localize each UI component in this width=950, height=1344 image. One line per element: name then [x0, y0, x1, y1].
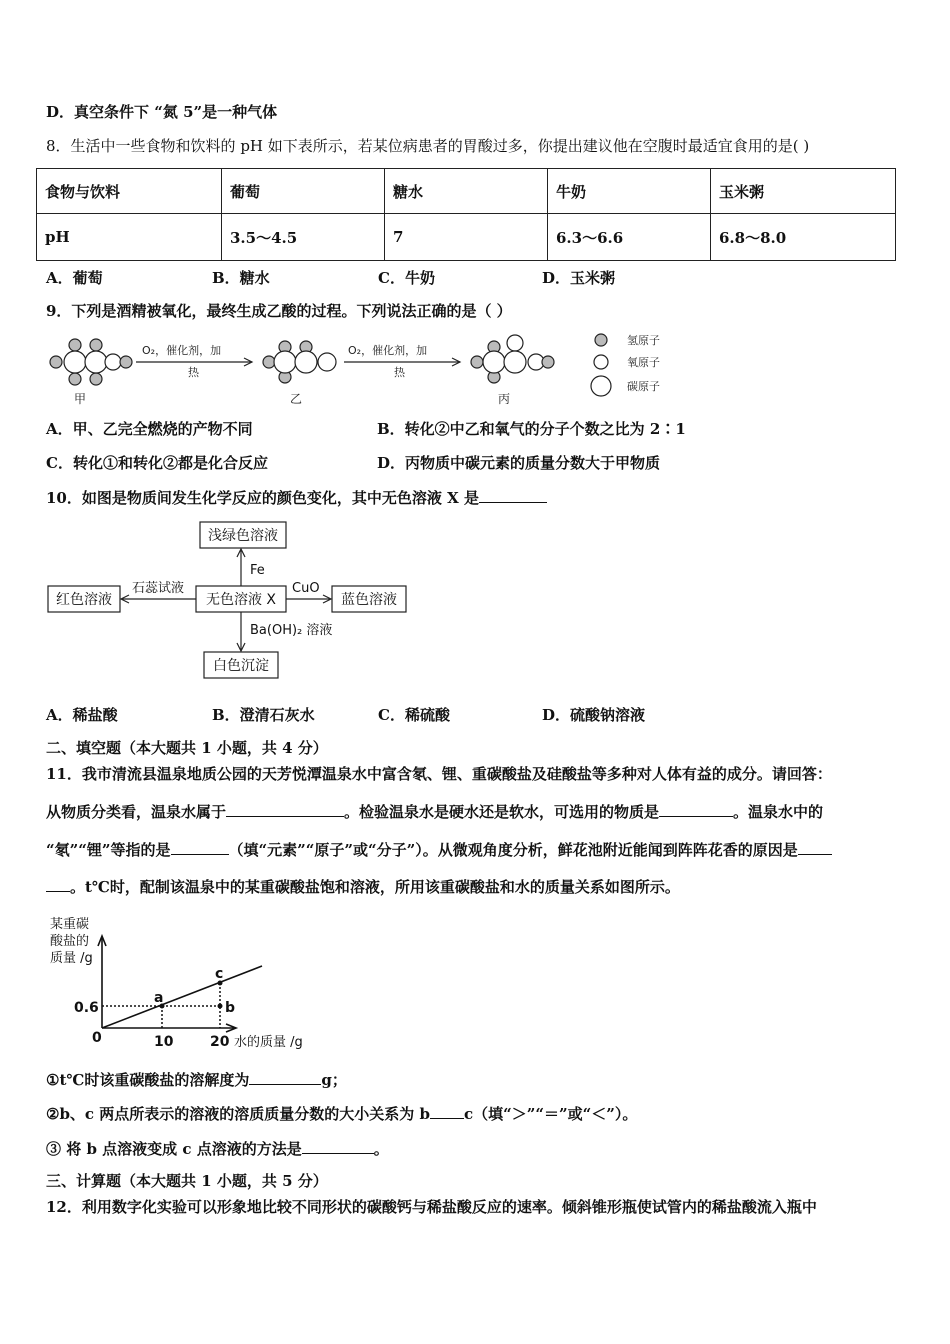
q11-text: 。 [373, 1140, 389, 1158]
q11-text: 。t℃时，配制该温泉中的某重碳酸盐饱和溶液，所用该重碳酸盐和水的质量关系如图所示。 [70, 878, 680, 896]
q10-option-d: D．硫酸钠溶液 [542, 706, 646, 724]
arrow1-label-2: 热 [188, 366, 199, 379]
q10-stem-text: 10．如图是物质间发生化学反应的颜色变化，其中无色溶液 X 是 [46, 489, 479, 507]
q10-option-a: A．稀盐酸 [46, 706, 118, 724]
q11-text: c（填“＞”“＝”或“＜”）。 [464, 1105, 638, 1123]
answer-blank[interactable] [430, 1103, 464, 1119]
table-cell: 6.3～6.6 [548, 214, 711, 261]
left-box-label: 红色溶液 [56, 592, 112, 608]
x-tick-label: 20 [210, 1034, 230, 1050]
arrow1-label-1: O₂，催化剂，加 [142, 344, 222, 357]
q8-option-b: B．糖水 [212, 269, 270, 287]
legend-carbon-icon [591, 376, 611, 396]
mass-line [102, 966, 262, 1028]
table-cell: 食物与饮料 [37, 169, 222, 214]
fe-label: Fe [250, 563, 265, 578]
y-axis-label: 某重碳 [50, 917, 90, 932]
table-cell: 3.5～4.5 [222, 214, 385, 261]
table-cell: 葡萄 [222, 169, 385, 214]
q8-option-c: C．牛奶 [378, 269, 435, 287]
answer-blank[interactable] [798, 839, 832, 855]
answer-blank[interactable] [302, 1138, 374, 1154]
q11-line-3 [46, 839, 832, 860]
legend-oxygen-icon [594, 355, 608, 369]
section-heading: 三、计算题（本大题共 1 小题，共 5 分） [46, 1172, 328, 1190]
q10-option-c: C．稀硫酸 [378, 706, 450, 724]
q11-text: 。温泉水中的 [733, 803, 824, 821]
legend-label: 氢原子 [627, 334, 660, 347]
baoh-label: Ba(OH)₂ 溶液 [250, 623, 333, 638]
molecule-label: 甲 [74, 392, 87, 406]
color-change-diagram [44, 518, 414, 682]
q8-option-a: A．葡萄 [46, 269, 103, 287]
q7-option-d: D．真空条件下 “氮 5”是一种气体 [46, 103, 278, 121]
y-tick-label: 0.6 [74, 1000, 99, 1016]
point-b-label: b [225, 1000, 236, 1016]
q11-line-2 [46, 801, 823, 822]
q8-option-d: D．玉米粥 [542, 269, 616, 287]
q9-option-b: B．转化②中乙和氧气的分子个数之比为 2∶1 [377, 420, 686, 438]
molecule-label: 乙 [290, 392, 303, 406]
table-header-row [37, 169, 896, 214]
table-cell: 牛奶 [548, 169, 711, 214]
arrow2-label-1: O₂，催化剂，加 [348, 344, 428, 357]
q11-sub-1 [46, 1069, 347, 1090]
molecule-label: 丙 [498, 392, 511, 406]
y-axis-label: 酸盐的 [50, 934, 90, 949]
molecule-bing [471, 335, 554, 383]
answer-blank[interactable] [46, 876, 70, 892]
q11-line-4 [46, 876, 680, 897]
cuo-label: CuO [292, 581, 320, 596]
table-cell: 糖水 [385, 169, 548, 214]
q11-text: 从物质分类看，温泉水属于 [46, 803, 227, 821]
ph-table [36, 168, 896, 261]
q11-text: 。检验温泉水是硬水还是软水，可选用的物质是 [344, 803, 660, 821]
litmus-label: 石蕊试液 [132, 581, 185, 596]
q9-option-c: C．转化①和转化②都是化合反应 [46, 454, 268, 472]
answer-blank[interactable] [479, 487, 547, 503]
legend-hydrogen-icon [595, 334, 607, 346]
q11-line-1: 11．我市清流县温泉地质公园的天芳悦潭温泉水中富含氡、锂、重碳酸盐及硅酸盐等多种对人体有益的成分。请回答： [46, 765, 832, 783]
legend-label: 碳原子 [627, 380, 660, 393]
table-row [37, 214, 896, 261]
molecule-yi [263, 341, 336, 383]
top-box-label: 浅绿色溶液 [208, 528, 278, 544]
center-box-label: 无色溶液 X [205, 592, 277, 608]
point-a-label: a [154, 990, 164, 1006]
bottom-box-label: 白色沉淀 [213, 658, 269, 674]
y-axis-label: 质量 /g [50, 951, 93, 966]
x-tick-label: 10 [154, 1034, 174, 1050]
q8-stem: 8．生活中一些食物和饮料的 pH 如下表所示，若某位病患者的胃酸过多，你提出建议他在空腹时最适宜食用的是( ) [46, 137, 810, 155]
q9-option-d: D．丙物质中碳元素的质量分数大于甲物质 [377, 454, 661, 472]
q11-text: ①t℃时该重碳酸盐的溶解度为 [46, 1071, 250, 1089]
answer-blank[interactable] [171, 839, 229, 855]
q10-stem [46, 487, 547, 508]
q9-option-a: A．甲、乙完全燃烧的产物不同 [46, 420, 253, 438]
molecule-jia [50, 339, 132, 385]
q10-option-b: B．澄清石灰水 [212, 706, 315, 724]
table-cell: pH [37, 214, 222, 261]
reaction-diagram [40, 328, 700, 406]
q11-text: g； [321, 1071, 347, 1089]
q12-stem: 12．利用数字化实验可以形象地比较不同形状的碳酸钙与稀盐酸反应的速率。倾斜锥形瓶使试管内的稀盐酸流入瓶中 [46, 1198, 817, 1216]
answer-blank[interactable] [226, 801, 344, 817]
q11-text: ②b、c 两点所表示的溶液的溶质质量分数的大小关系为 b [46, 1105, 431, 1123]
section-heading: 二、填空题（本大题共 1 小题，共 4 分） [46, 739, 328, 757]
q11-text: （填“元素”“原子”或“分子”）。从微观角度分析，鲜花池附近能闻到阵阵花香的原因是 [228, 841, 798, 859]
point-b [218, 1004, 223, 1009]
q9-stem: 9．下列是酒精被氧化，最终生成乙酸的过程。下列说法正确的是（ ） [46, 302, 512, 320]
q11-sub-2 [46, 1103, 637, 1124]
arrow2-label-2: 热 [394, 366, 405, 379]
q11-text: ③ 将 b 点溶液变成 c 点溶液的方法是 [46, 1140, 302, 1158]
answer-blank[interactable] [249, 1069, 321, 1085]
table-cell: 6.8～8.0 [711, 214, 896, 261]
table-cell: 7 [385, 214, 548, 261]
x-axis-label: 水的质量 /g [234, 1035, 303, 1050]
table-cell: 玉米粥 [711, 169, 896, 214]
q11-sub-3 [46, 1138, 389, 1159]
answer-blank[interactable] [659, 801, 733, 817]
origin-label: 0 [92, 1030, 102, 1046]
legend-label: 氧原子 [627, 356, 660, 369]
q11-text: “氡”“锂”等指的是 [46, 841, 171, 859]
solubility-graph [44, 912, 334, 1058]
point-c-label: c [215, 966, 224, 982]
right-box-label: 蓝色溶液 [341, 592, 397, 608]
